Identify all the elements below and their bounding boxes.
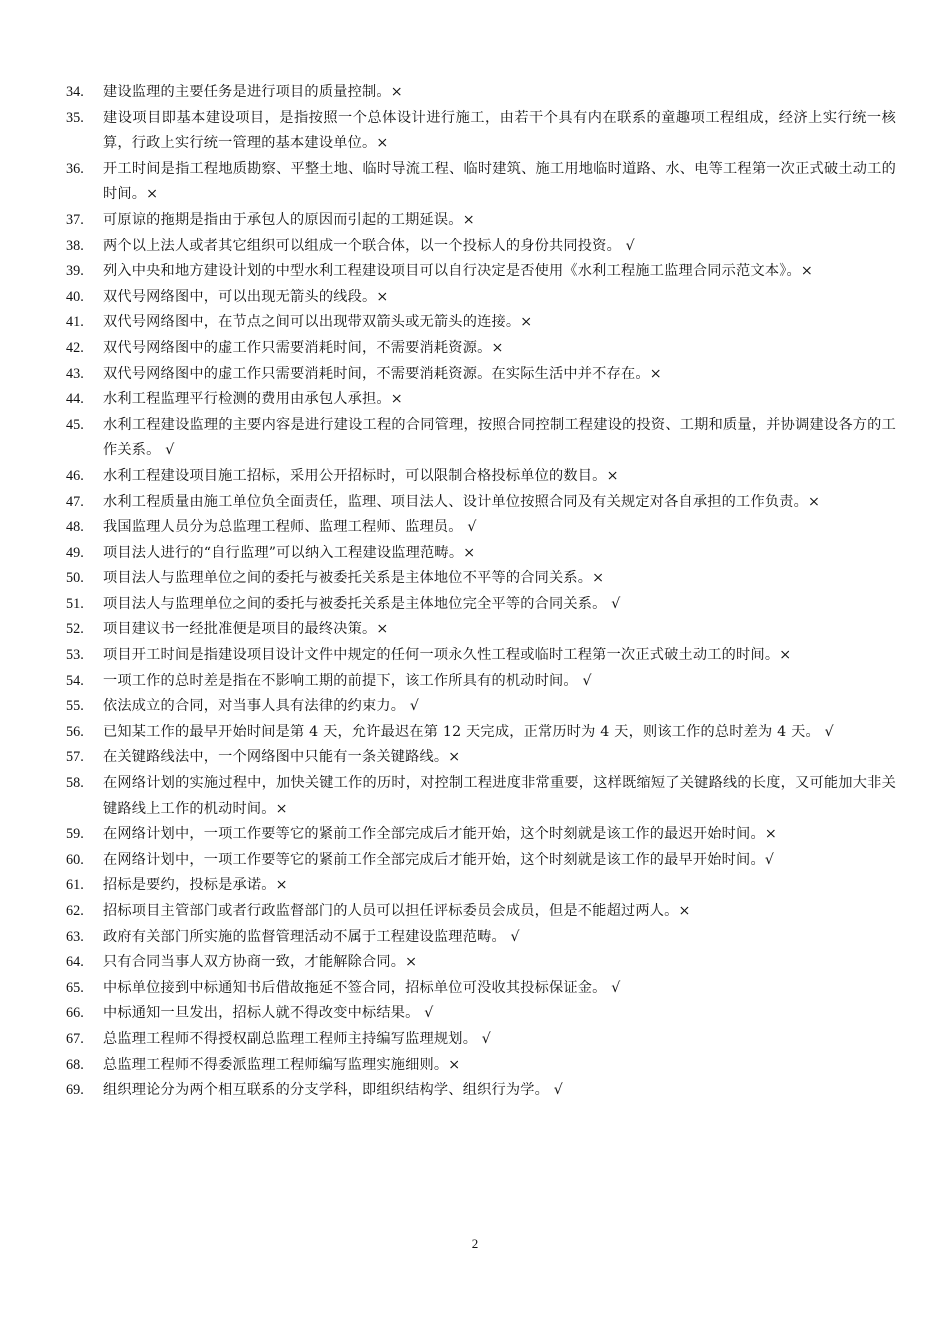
list-item bbox=[66, 822, 896, 848]
list-item bbox=[66, 1078, 896, 1104]
item-number: 63. bbox=[66, 928, 84, 945]
item-number: 45. bbox=[66, 416, 84, 433]
item-text: 水利工程建设项目施工招标，采用公开招标时，可以限制合格投标单位的数目。× bbox=[103, 467, 619, 484]
page-number: 2 bbox=[471, 1236, 479, 1251]
item-number: 52. bbox=[66, 621, 84, 638]
item-text: 在网络计划的实施过程中，加快关键工作的历时，对控制工程进度非常重要，这样既缩短了关键路线的长度，又可能加大非关键路线上工作的机动时间。× bbox=[103, 775, 896, 817]
item-text: 招标项目主管部门或者行政监督部门的人员可以担任评标委员会成员，但是不能超过两人。× bbox=[103, 903, 691, 919]
item-text: 我国监理人员分为总监理工程师、监理工程师、监理员。 √ bbox=[103, 519, 477, 536]
list-item bbox=[66, 873, 896, 899]
item-number: 66. bbox=[66, 1005, 84, 1022]
list-item bbox=[66, 336, 896, 362]
list-item bbox=[66, 208, 896, 234]
list-item bbox=[66, 259, 896, 285]
item-number: 65. bbox=[66, 979, 84, 996]
item-number: 53. bbox=[66, 647, 84, 664]
item-text: 招标是要约，投标是承诺。× bbox=[103, 877, 288, 894]
list-item bbox=[66, 617, 896, 643]
item-number: 55. bbox=[66, 698, 84, 715]
item-number: 47. bbox=[66, 493, 84, 510]
list-item bbox=[66, 976, 896, 1002]
item-number: 36. bbox=[66, 160, 84, 177]
item-number: 42. bbox=[66, 339, 84, 356]
item-text: 项目建议书一经批准便是项目的最终决策。× bbox=[103, 621, 389, 638]
item-text: 两个以上法人或者其它组织可以组成一个联合体，以一个投标人的身份共同投资。 √ bbox=[103, 237, 635, 254]
list-item bbox=[66, 848, 896, 874]
list-item bbox=[66, 950, 896, 976]
list-item bbox=[66, 566, 896, 592]
list-item bbox=[66, 669, 896, 695]
item-text: 水利工程质量由施工单位负全面责任，监理、项目法人、设计单位按照合同及有关规定对各自承担的工作负责。× bbox=[103, 493, 821, 510]
item-number: 61. bbox=[66, 877, 84, 894]
list-item bbox=[66, 234, 896, 260]
item-text: 可原谅的拖期是指由于承包人的原因而引起的工期延误。× bbox=[103, 211, 475, 228]
item-number: 40. bbox=[66, 288, 84, 305]
item-number: 64. bbox=[66, 954, 84, 971]
item-number: 67. bbox=[66, 1030, 84, 1047]
list-item bbox=[66, 490, 896, 516]
item-number: 35. bbox=[66, 109, 84, 126]
item-number: 54. bbox=[66, 672, 84, 689]
list-item bbox=[66, 106, 896, 157]
item-number: 58. bbox=[66, 775, 84, 792]
item-text: 在关键路线法中，一个网络图中只能有一条关键路线。× bbox=[103, 749, 461, 766]
item-text: 项目法人与监理单位之间的委托与被委托关系是主体地位不平等的合同关系。× bbox=[103, 570, 605, 587]
item-number: 59. bbox=[66, 826, 84, 843]
item-number: 41. bbox=[66, 314, 84, 331]
item-text: 一项工作的总时差是指在不影响工期的前提下，该工作所具有的机动时间。 √ bbox=[103, 672, 592, 689]
item-number: 69. bbox=[66, 1082, 84, 1099]
list-item bbox=[66, 1001, 896, 1027]
item-number: 37. bbox=[66, 211, 84, 228]
item-text: 建设项目即基本建设项目，是指按照一个总体设计进行施工，由若干个具有内在联系的童趣项工程组成，经济上实行统一核算，行政上实行统一管理的基本建设单位。× bbox=[103, 109, 896, 152]
item-number: 62. bbox=[66, 903, 84, 919]
list-item bbox=[66, 925, 896, 951]
list-item bbox=[66, 771, 896, 822]
item-text: 项目法人与监理单位之间的委托与被委托关系是主体地位完全平等的合同关系。 √ bbox=[103, 595, 621, 612]
list-item bbox=[66, 745, 896, 771]
item-number: 60. bbox=[66, 851, 84, 868]
item-text: 中标单位接到中标通知书后借故拖延不签合同，招标单位可没收其投标保证金。 √ bbox=[103, 979, 621, 996]
list-item bbox=[66, 899, 896, 925]
item-number: 50. bbox=[66, 570, 84, 587]
list-item bbox=[66, 310, 896, 336]
item-text: 双代号网络图中的虚工作只需要消耗时间，不需要消耗资源。在实际生活中并不存在。× bbox=[103, 365, 662, 382]
list-item bbox=[66, 592, 896, 618]
item-text: 依法成立的合同，对当事人具有法律的约束力。 √ bbox=[103, 698, 420, 715]
list-item bbox=[66, 362, 896, 388]
list-item bbox=[66, 80, 896, 106]
item-text: 项目开工时间是指建设项目设计文件中规定的任何一项永久性工程或临时工程第一次正式破土动工的时间。× bbox=[103, 647, 792, 664]
item-number: 38. bbox=[66, 237, 84, 254]
item-number: 39. bbox=[66, 263, 84, 280]
item-text: 双代号网络图中的虚工作只需要消耗时间，不需要消耗资源。× bbox=[103, 339, 504, 356]
item-text: 中标通知一旦发出，招标人就不得改变中标结果。 √ bbox=[103, 1005, 434, 1022]
list-item bbox=[66, 515, 896, 541]
item-text: 政府有关部门所实施的监督管理活动不属于工程建设监理范畴。 √ bbox=[103, 928, 520, 945]
item-text: 双代号网络图中，可以出现无箭头的线段。× bbox=[103, 288, 389, 305]
item-number: 44. bbox=[66, 391, 84, 408]
list-item bbox=[66, 1027, 896, 1053]
item-text: 建设监理的主要任务是进行项目的质量控制。× bbox=[103, 84, 403, 100]
list-item bbox=[66, 285, 896, 311]
item-text: 组织理论分为两个相互联系的分支学科，即组织结构学、组织行为学。 √ bbox=[103, 1082, 563, 1099]
item-number: 49. bbox=[66, 544, 84, 561]
question-list bbox=[66, 80, 896, 1104]
item-number: 56. bbox=[66, 723, 84, 740]
item-text: 在网络计划中，一项工作要等它的紧前工作全部完成后才能开始，这个时刻就是该工作的最早开始时间。√ bbox=[103, 851, 775, 868]
item-number: 34. bbox=[66, 84, 84, 100]
item-number: 48. bbox=[66, 519, 84, 536]
list-item bbox=[66, 541, 896, 567]
item-text: 已知某工作的最早开始时间是第 4 天，允许最迟在第 12 天完成，正常历时为 4 天，则该工作的总时差为 4 天。 √ bbox=[103, 723, 834, 740]
list-item bbox=[66, 694, 896, 720]
item-text: 双代号网络图中，在节点之间可以出现带双箭头或无箭头的连接。× bbox=[103, 314, 533, 331]
item-text: 只有合同当事人双方协商一致，才能解除合同。× bbox=[103, 954, 418, 971]
list-item bbox=[66, 464, 896, 490]
item-number: 68. bbox=[66, 1056, 84, 1073]
list-item bbox=[66, 387, 896, 413]
item-text: 水利工程监理平行检测的费用由承包人承担。× bbox=[103, 391, 403, 408]
item-number: 51. bbox=[66, 595, 84, 612]
item-number: 43. bbox=[66, 365, 84, 382]
item-text: 列入中央和地方建设计划的中型水利工程建设项目可以自行决定是否使用《水利工程施工监理合同示范文本》。× bbox=[103, 263, 813, 280]
item-text: 总监理工程师不得授权副总监理工程师主持编写监理规划。 √ bbox=[103, 1030, 492, 1047]
list-item bbox=[66, 1053, 896, 1079]
item-text: 总监理工程师不得委派监理工程师编写监理实施细则。× bbox=[103, 1056, 461, 1073]
item-number: 57. bbox=[66, 749, 84, 766]
list-item bbox=[66, 413, 896, 464]
list-item bbox=[66, 720, 896, 746]
item-text: 项目法人进行的“自行监理”可以纳入工程建设监理范畴。× bbox=[103, 544, 476, 561]
item-text: 在网络计划中，一项工作要等它的紧前工作全部完成后才能开始，这个时刻就是该工作的最迟开始时间。× bbox=[103, 826, 777, 843]
list-item bbox=[66, 157, 896, 208]
item-number: 46. bbox=[66, 467, 84, 484]
item-text: 水利工程建设监理的主要内容是进行建设工程的合同管理，按照合同控制工程建设的投资、工期和质量，并协调建设各方的工作关系。 √ bbox=[103, 416, 896, 459]
item-text: 开工时间是指工程地质勘察、平整土地、临时导流工程、临时建筑、施工用地临时道路、水、电等工程第一次正式破土动工的时间。× bbox=[103, 160, 896, 203]
list-item bbox=[66, 643, 896, 669]
